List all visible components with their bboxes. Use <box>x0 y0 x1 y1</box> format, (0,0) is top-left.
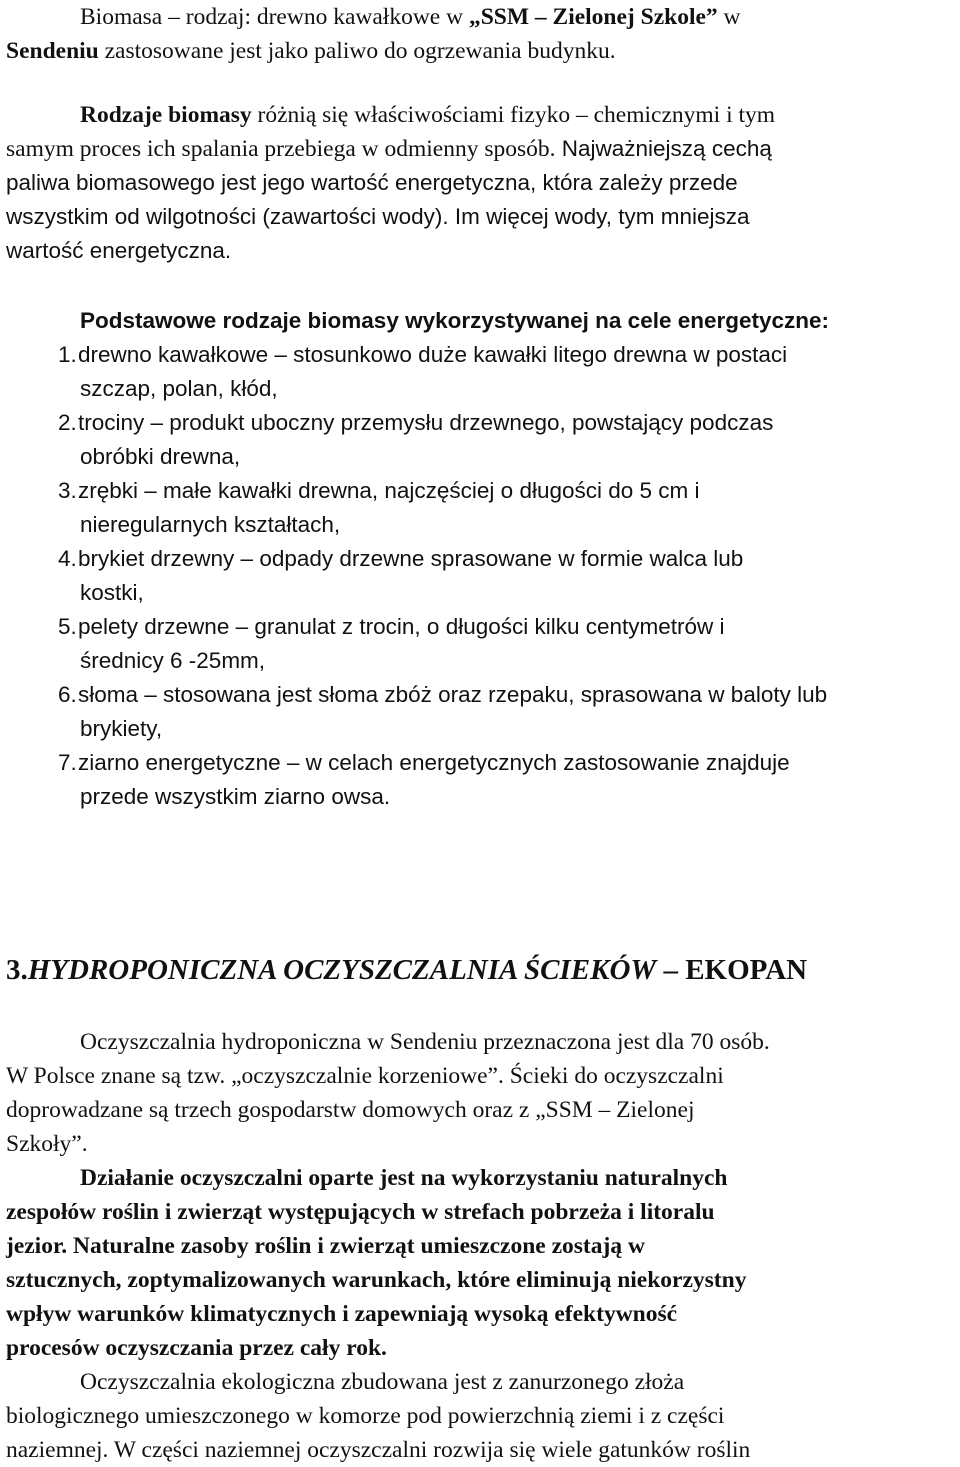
list-item-text: trociny – produkt uboczny przemysłu drzewnego, powstający podczas <box>78 410 774 435</box>
properties-line-2 <box>6 132 772 166</box>
list-item <box>58 542 743 576</box>
list-item-text: drewno kawałkowe – stosunkowo duże kawałki litego drewna w postaci <box>78 342 788 367</box>
para2-line-2: zespołów roślin i zwierząt występujących w strefach pobrzeża i litoralu <box>6 1199 715 1225</box>
school-name: „SSM – Zielonej Szkole” <box>468 4 718 30</box>
list-item-number: 4. <box>58 546 77 571</box>
list-item-number: 6. <box>58 682 77 707</box>
list-item-number: 5. <box>58 614 77 639</box>
para2-line-6: procesów oczyszczania przez cały rok. <box>6 1335 387 1361</box>
para3-line-1: Oczyszczalnia ekologiczna zbudowana jest z zanurzonego złoża <box>80 1369 685 1395</box>
properties-line-1 <box>80 98 775 132</box>
section-number: 3. <box>6 954 28 986</box>
list-item-number: 7. <box>58 750 77 775</box>
biomass-types-title: Podstawowe rodzaje biomasy wykorzystywanej na cele energetyczne: <box>80 308 830 333</box>
biomass-intro-text: Biomasa – rodzaj: drewno kawałkowe w <box>80 4 469 30</box>
para3-line-3: naziemnej. W części naziemnej oczyszczalni rozwija się wiele gatunków roślin <box>6 1437 751 1463</box>
para1-line-1: Oczyszczalnia hydroponiczna w Sendeniu przeznaczona jest dla 70 osób. <box>80 1029 770 1055</box>
para3-line-2: biologicznego umieszczonego w komorze pod powierzchnią ziemi i z części <box>6 1403 725 1429</box>
list-item-continuation: obróbki drewna, <box>80 444 241 469</box>
list-item-number: 3. <box>58 478 77 503</box>
list-item <box>58 338 787 372</box>
properties-lead: Rodzaje biomasy <box>80 102 252 128</box>
para2-line-1: Działanie oczyszczalni oparte jest na wykorzystaniu naturalnych <box>80 1165 728 1191</box>
list-item-continuation: kostki, <box>80 580 144 605</box>
list-item <box>58 678 827 712</box>
list-item-text: brykiet drzewny – odpady drzewne sprasowane w formie walca lub <box>78 546 744 571</box>
biomass-intro-text: zastosowane jest jako paliwo do ogrzewania budynku. <box>98 38 616 64</box>
properties-text: różnią się właściwościami fizyko – chemicznymi i tym <box>251 102 776 128</box>
list-item <box>58 746 790 780</box>
para1-line-3: doprowadzane są trzech gospodarstw domowych oraz z „SSM – Zielonej <box>6 1097 695 1123</box>
list-item-text: zrębki – małe kawałki drewna, najczęściej o długości do 5 cm i <box>78 478 700 503</box>
properties-text: samym proces ich spalania przebiega w odmienny sposób. <box>6 136 556 162</box>
list-item-continuation: przede wszystkim ziarno owsa. <box>80 784 391 809</box>
list-item-continuation: brykiety, <box>80 716 163 741</box>
properties-text-sans: Najważniejszą cechą <box>555 136 772 161</box>
biomass-intro-line-2 <box>6 34 616 68</box>
properties-line-3: paliwa biomasowego jest jego wartość energetyczna, która zależy przede <box>6 170 738 195</box>
list-item-continuation: nieregularnych kształtach, <box>80 512 341 537</box>
para1-line-2: W Polsce znane są tzw. „oczyszczalnie korzeniowe”. Ścieki do oczyszczalni <box>6 1063 724 1089</box>
properties-line-4: wszystkim od wilgotności (zawartości wody). Im więcej wody, tym mniejsza <box>6 204 750 229</box>
list-item-continuation: średnicy 6 -25mm, <box>80 648 266 673</box>
list-item-text: pelety drzewne – granulat z trocin, o długości kilku centymetrów i <box>78 614 725 639</box>
list-item-text: słoma – stosowana jest słoma zbóż oraz rzepaku, sprasowana w baloty lub <box>78 682 828 707</box>
section-title-rest: – EKOPAN <box>656 954 808 986</box>
para2-line-5: wpływ warunków klimatycznych i zapewniają wysoką efektywność <box>6 1301 678 1327</box>
para2-line-3: jezior. Naturalne zasoby roślin i zwierząt umieszczone zostają w <box>6 1233 645 1259</box>
list-item-text: ziarno energetyczne – w celach energetycznych zastosowanie znajduje <box>78 750 790 775</box>
biomass-intro-line-1 <box>80 0 741 34</box>
para2-line-4: sztucznych, zoptymalizowanych warunkach, które eliminują niekorzystny <box>6 1267 747 1293</box>
list-item <box>58 610 725 644</box>
biomass-intro-text: w <box>717 4 741 30</box>
list-item-number: 1. <box>58 342 77 367</box>
section-3-heading <box>6 950 807 990</box>
list-item <box>58 474 700 508</box>
list-item-number: 2. <box>58 410 77 435</box>
place-name: Sendeniu <box>6 38 99 64</box>
list-item <box>58 406 773 440</box>
properties-line-5: wartość energetyczna. <box>6 238 232 263</box>
para1-line-4: Szkoły”. <box>6 1131 88 1157</box>
list-item-continuation: szczap, polan, kłód, <box>80 376 278 401</box>
section-title-italic: HYDROPONICZNA OCZYSZCZALNIA ŚCIEKÓW <box>27 954 657 986</box>
